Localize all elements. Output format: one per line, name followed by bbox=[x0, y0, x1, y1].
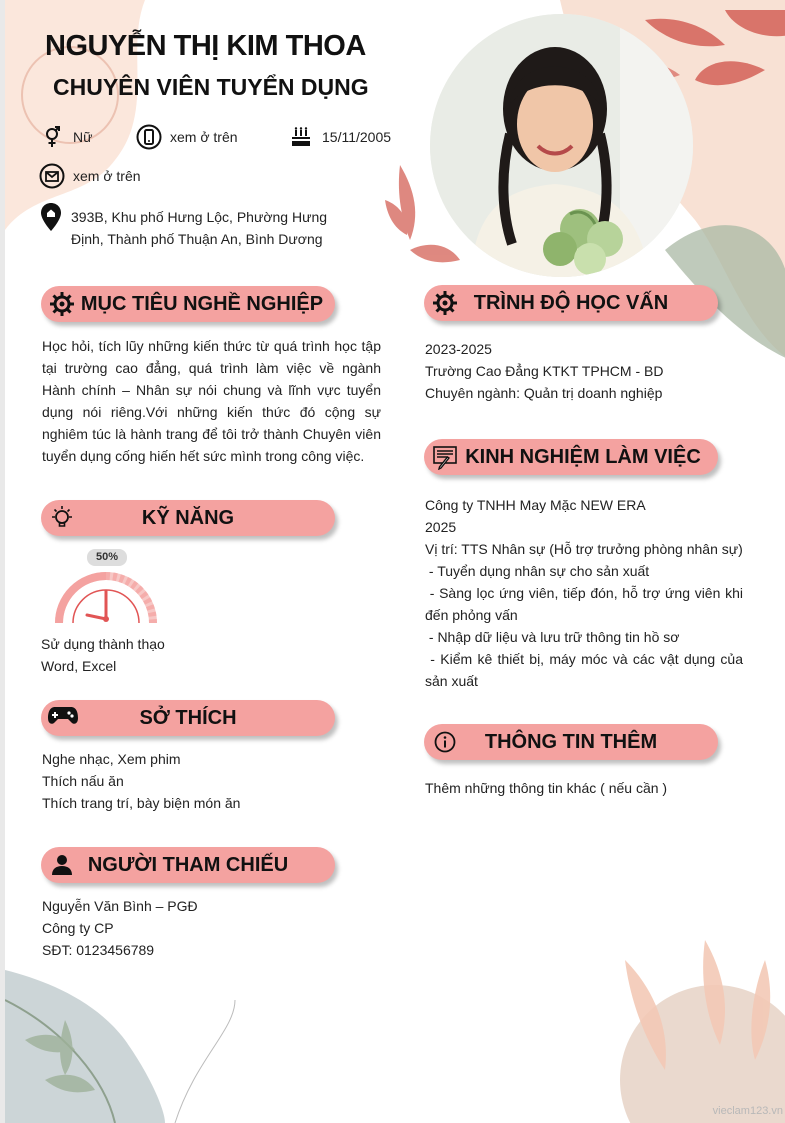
experience-line: - Nhập dữ liệu và lưu trữ thông tin hồ sơ bbox=[425, 629, 680, 645]
references-header bbox=[41, 847, 335, 883]
info-icon bbox=[432, 729, 458, 755]
phone-value: xem ở trên bbox=[170, 129, 238, 145]
hobby-line: Nghe nhạc, Xem phim bbox=[42, 751, 181, 767]
extra-text: Thêm những thông tin khác ( nếu cần ) bbox=[425, 780, 668, 796]
education-line: Trường Cao Đẳng KTKT TPHCM - BD bbox=[425, 363, 664, 379]
profile-photo bbox=[430, 14, 693, 277]
education-list bbox=[425, 338, 755, 404]
experience-heading: KINH NGHIỆM LÀM VIỆC bbox=[465, 445, 701, 468]
email-info bbox=[39, 163, 141, 189]
experience-list bbox=[425, 494, 747, 692]
skill-level-badge: 50% bbox=[87, 549, 127, 566]
experience-line: Công ty TNHH May Mặc NEW ERA bbox=[425, 497, 646, 513]
gender-value: Nữ bbox=[73, 129, 93, 145]
gender-icon bbox=[39, 124, 65, 150]
address-value: 393B, Khu phố Hưng Lộc, Phường Hưng Định, Thành phố Thuận An, Bình Dương bbox=[71, 209, 328, 247]
education-line: Chuyên ngành: Quản trị doanh nghiệp bbox=[425, 385, 663, 401]
hobbies-list bbox=[42, 748, 342, 814]
person-icon bbox=[49, 852, 75, 878]
skills-header bbox=[41, 500, 335, 536]
experience-line: - Sàng lọc ứng viên, tiếp đón, hỗ trợ ứng viên khi đến phỏng vấn bbox=[425, 585, 747, 623]
reference-line: SĐT: 0123456789 bbox=[42, 942, 155, 958]
experience-line: 2025 bbox=[425, 519, 457, 535]
experience-line: Vị trí: TTS Nhân sự (Hỗ trợ trưởng phòng nhân sự) bbox=[425, 541, 743, 557]
hobbies-heading: SỞ THÍCH bbox=[139, 706, 237, 729]
extra-heading: THÔNG TIN THÊM bbox=[484, 730, 658, 753]
experience-line: - Kiểm kê thiết bị, máy móc và các vật dụng của sản xuất bbox=[425, 651, 747, 689]
candidate-title: CHUYÊN VIÊN TUYỂN DỤNG bbox=[53, 74, 369, 100]
gauge-icon bbox=[51, 567, 161, 627]
candidate-name: NGUYỄN THỊ KIM THOA bbox=[45, 30, 366, 62]
education-line: 2023-2025 bbox=[425, 341, 492, 357]
location-pin-icon bbox=[39, 202, 63, 232]
education-heading: TRÌNH ĐỘ HỌC VẤN bbox=[473, 291, 669, 314]
hobby-line: Thích nấu ăn bbox=[42, 773, 124, 789]
hobby-line: Thích trang trí, bày biện món ăn bbox=[42, 795, 241, 811]
phone-icon bbox=[136, 124, 162, 150]
email-value: xem ở trên bbox=[73, 168, 141, 184]
birthday-cake-icon bbox=[288, 124, 314, 150]
objective-header bbox=[41, 286, 335, 322]
resume-icon bbox=[432, 444, 458, 470]
references-heading: NGƯỜI THAM CHIẾU bbox=[87, 853, 289, 876]
reference-line: Công ty CP bbox=[42, 920, 114, 936]
gender-info bbox=[39, 124, 92, 150]
phone-info bbox=[136, 124, 238, 150]
education-header bbox=[424, 285, 718, 321]
skill-line: Sử dụng thành thạo bbox=[41, 636, 165, 652]
email-icon bbox=[39, 163, 65, 189]
extra-header bbox=[424, 724, 718, 760]
birthday-value: 15/11/2005 bbox=[322, 129, 392, 145]
experience-header bbox=[424, 439, 718, 475]
footer-watermark: vieclam123.vn bbox=[712, 1105, 783, 1117]
gamepad-icon bbox=[47, 702, 79, 728]
skills-list bbox=[41, 633, 341, 677]
objective-text: Học hỏi, tích lũy những kiến thức từ quá trình học tập tại trường cao đẳng, quá trình làm việc về ngành Hành chính – Nhân sự nói chung và lĩnh vực tuyển dụng nói riêng.Với những kiến thức đó cộng sự nghiêm túc là hành trang để tôi trở thành Chuyên viên tuyển dụng cống hiến hết sức mình trong công việc. bbox=[42, 338, 381, 464]
skill-line: Word, Excel bbox=[41, 658, 117, 674]
skills-heading: KỸ NĂNG bbox=[141, 506, 235, 529]
experience-line: - Tuyển dụng nhân sự cho sản xuất bbox=[425, 563, 650, 579]
gear-icon bbox=[49, 291, 75, 317]
reference-line: Nguyễn Văn Bình – PGĐ bbox=[42, 898, 198, 914]
graduation-gear-icon bbox=[432, 290, 458, 316]
references-list bbox=[42, 895, 342, 961]
lightbulb-icon bbox=[49, 505, 75, 531]
hobbies-header bbox=[41, 700, 335, 736]
birthday-info bbox=[288, 124, 391, 150]
objective-heading: MỤC TIÊU NGHỀ NGHIỆP bbox=[80, 292, 324, 315]
